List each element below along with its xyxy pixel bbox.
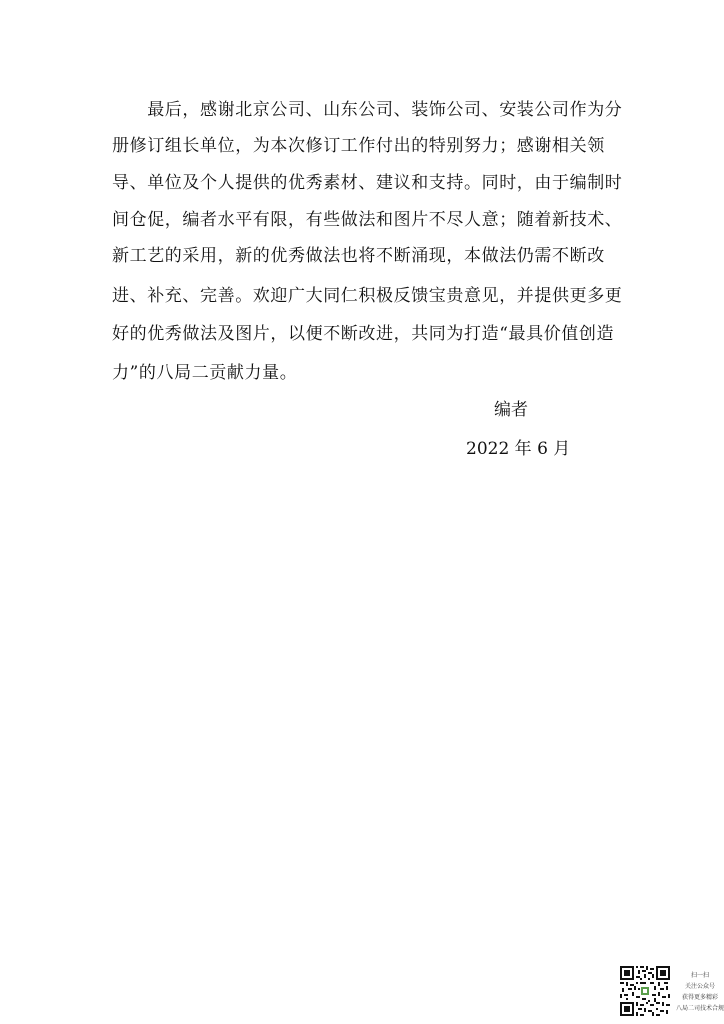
qr-caption-line-4: 八局二司技术合规 bbox=[676, 1005, 724, 1012]
preface-line-2: 册修订组长单位，为本次修订工作付出的特别努力；感谢相关领 bbox=[112, 136, 605, 156]
qr-caption-line-3: 获得更多精彩 bbox=[681, 994, 718, 1001]
qr-code-graphic bbox=[620, 966, 670, 1016]
qr-caption-line-2: 关注公众号 bbox=[684, 983, 715, 990]
preface-line-4: 间仓促，编者水平有限，有些做法和图片不尽人意；随着新技术、 bbox=[112, 210, 623, 230]
preface-line-5: 新工艺的采用，新的优秀做法也将不断涌现，本做法仍需不断改 bbox=[112, 246, 605, 266]
signature-editor: 编者 bbox=[494, 400, 528, 420]
preface-line-3: 导、单位及个人提供的优秀素材、建议和支持。同时，由于编制时 bbox=[112, 173, 623, 193]
qr-code-icon bbox=[620, 966, 670, 1016]
qr-caption-line-1: 扫一扫 bbox=[690, 972, 709, 979]
preface-line-1: 最后，感谢北京公司、山东公司、装饰公司、安装公司作为分 bbox=[112, 100, 623, 120]
preface-line-8: 力”的八局二贡献力量。 bbox=[112, 363, 298, 383]
signature-date: 2022 年 6 月 bbox=[466, 439, 571, 459]
preface-line-7: 好的优秀做法及图片，以便不断改进，共同为打造“最具价值创造 bbox=[112, 324, 615, 344]
qr-caption bbox=[676, 970, 724, 1014]
preface-line-6: 进、补充、完善。欢迎广大同仁积极反馈宝贵意见，并提供更多更 bbox=[112, 286, 623, 306]
